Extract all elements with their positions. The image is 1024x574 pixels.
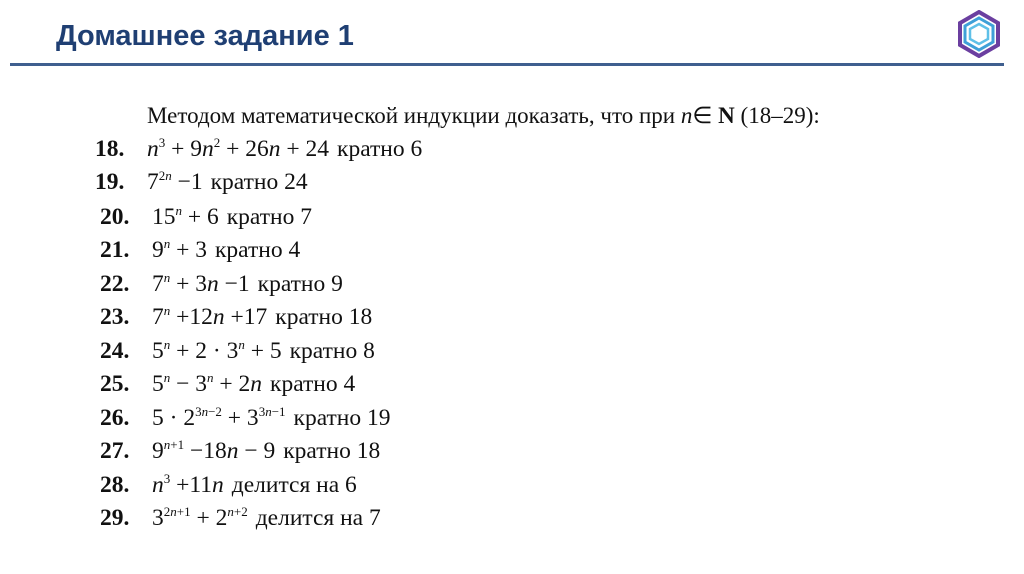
problem-number: 19. xyxy=(95,169,125,195)
problem-number: 22. xyxy=(100,271,130,297)
problem-expression: $5 \cdot 2^{3n-2} + 3^{3n-1}$ xyxy=(152,404,286,431)
problem-item xyxy=(100,301,372,333)
task-intro xyxy=(147,100,820,132)
problem-item xyxy=(100,234,300,266)
problem-item xyxy=(95,133,422,165)
problem-number: 29. xyxy=(100,505,130,531)
problem-relation: кратно 24 xyxy=(210,169,308,195)
problem-item xyxy=(95,166,308,198)
problem-expression: $15^n + 6$ xyxy=(152,203,219,230)
problem-item xyxy=(100,435,380,467)
intro-variable: n xyxy=(680,103,693,128)
problem-expression: $9^{n+1} -18n - 9$ xyxy=(152,437,276,464)
hexagon-logo-icon xyxy=(955,10,1003,58)
title-divider xyxy=(10,63,1004,66)
problem-item xyxy=(100,402,391,434)
problem-expression: $5^n - 3^n + 2n$ xyxy=(152,370,263,397)
intro-set: N xyxy=(718,103,735,128)
problem-expression: $7^n + 3n -1$ xyxy=(152,270,250,297)
problem-number: 26. xyxy=(100,405,130,431)
problem-relation: кратно 18 xyxy=(283,438,381,464)
problem-relation: кратно 6 xyxy=(337,136,423,162)
problem-number: 18. xyxy=(95,136,125,162)
problem-number: 28. xyxy=(100,472,130,498)
problem-number: 24. xyxy=(100,338,130,364)
problem-item xyxy=(100,335,375,367)
problem-expression: $9^n + 3$ xyxy=(152,236,208,263)
problem-relation: делится на 6 xyxy=(231,472,357,498)
problem-item xyxy=(100,469,357,501)
problem-item xyxy=(100,268,343,300)
problem-item xyxy=(100,201,312,233)
problem-expression: $7^n +12n +17$ xyxy=(152,303,268,330)
problem-relation: кратно 8 xyxy=(289,338,375,364)
problem-relation: кратно 4 xyxy=(215,237,301,263)
problem-number: 27. xyxy=(100,438,130,464)
problem-relation: делится на 7 xyxy=(255,505,381,531)
problem-expression: $7^{2n} -1$ xyxy=(147,168,203,195)
problem-expression: $n^3 + 9n^2 + 26n + 24$ xyxy=(147,135,330,162)
problem-relation: кратно 19 xyxy=(293,405,391,431)
problem-number: 21. xyxy=(100,237,130,263)
problem-expression: $5^n + 2 \cdot 3^n + 5$ xyxy=(152,337,282,364)
intro-range: (18–29): xyxy=(740,103,820,128)
problem-number: 23. xyxy=(100,304,130,330)
slide-title: Домашнее задание 1 xyxy=(56,20,354,52)
problem-item xyxy=(100,502,381,534)
problem-number: 20. xyxy=(100,204,130,230)
problem-relation: кратно 4 xyxy=(270,371,356,397)
problem-item xyxy=(100,368,355,400)
problem-expression: $3^{2n+1} + 2^{n+2}$ xyxy=(152,504,248,531)
intro-text: Методом математической индукции доказать, что при xyxy=(147,103,676,128)
problem-relation: кратно 7 xyxy=(226,204,312,230)
intro-membership: ∈ xyxy=(692,103,713,128)
problem-number: 25. xyxy=(100,371,130,397)
problem-expression: $n^3 +11n$ xyxy=(152,471,224,498)
problem-relation: кратно 18 xyxy=(275,304,373,330)
problem-relation: кратно 9 xyxy=(257,271,343,297)
